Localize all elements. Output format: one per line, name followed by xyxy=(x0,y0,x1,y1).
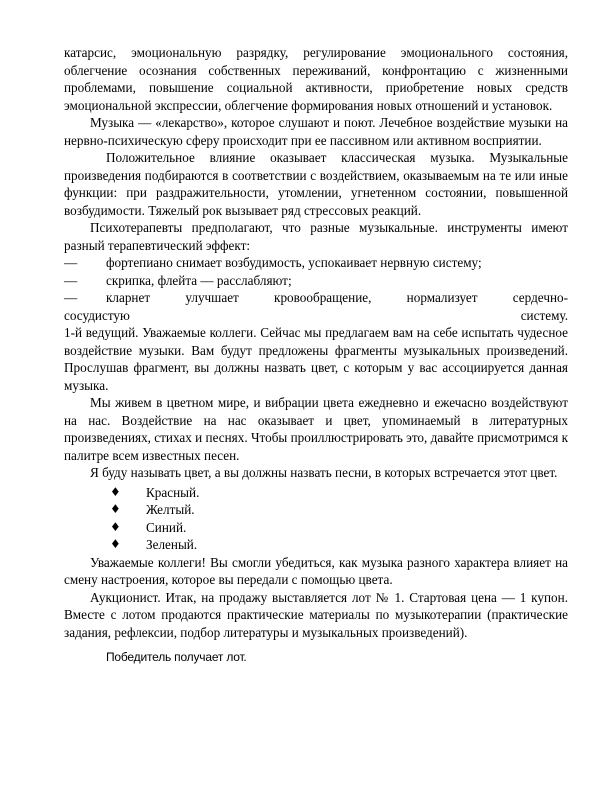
color-label: Красный. xyxy=(146,484,200,500)
instrument-text: кларнет улучшает кровообращение, нормализует сердечно- xyxy=(106,290,568,305)
paragraph-psychotherapists: Психотерапевты предполагают, что разные музыкальные. инструменты имеют разный терапевтический эффект: xyxy=(64,220,568,253)
dash-marker: — xyxy=(64,290,78,305)
instrument-item-clarinet-continued xyxy=(64,307,568,325)
paragraph-classical-music: Положительное влияние оказывает классическая музыка. Музыкальные произведения подбираются в соответствии с воздействием, оказываемым на те или иные функции: при раздражительности, утомлении, угнетенном состоянии, повышенной возбудимости. Тяжелый рок вызывает ряд стрессовых реакций. xyxy=(64,150,568,218)
paragraph-conclusion: Уважаемые коллеги! Вы смогли убедиться, как музыка разного характера влияет на смену настроения, которое вы передали с помощью цвета. xyxy=(64,554,568,587)
dash-marker: — xyxy=(64,272,78,288)
diamond-bullet-icon: ♦ xyxy=(110,537,121,551)
list-item xyxy=(64,536,568,554)
list-item xyxy=(64,501,568,519)
document-page xyxy=(64,44,568,667)
instrument-text-end: систему. xyxy=(520,307,568,323)
instrument-item-clarinet xyxy=(64,289,568,307)
paragraph-name-color: Я буду называть цвет, а вы должны назвать песни, в которых встречается этот цвет. xyxy=(90,465,558,480)
diamond-bullet-icon: ♦ xyxy=(110,502,121,516)
instrument-text-continued: сосудистую xyxy=(64,307,130,323)
winner-note: Победитель получает лот. xyxy=(106,650,247,664)
list-item xyxy=(64,484,568,502)
instrument-text: скрипка, флейта — расслабляют; xyxy=(106,272,292,288)
color-label: Зеленый. xyxy=(146,537,198,552)
paragraph-music-medicine: Музыка — «лекарство», которое слушают и поют. Лечебное воздействие музыки на нервно-психическую сферу происходит при ее пассивном или активном восприятии. xyxy=(64,115,568,148)
list-item xyxy=(64,519,568,537)
diamond-bullet-icon: ♦ xyxy=(110,484,121,499)
instrument-text: фортепиано снимает возбудимость, успокаивает нервную систему; xyxy=(106,255,482,270)
instrument-item-piano xyxy=(64,254,568,272)
diamond-bullet-icon: ♦ xyxy=(110,519,121,534)
dash-marker: — xyxy=(64,255,78,270)
paragraph-catharsis: катарсис, эмоциональную разрядку, регулирование эмоционального состояния, облегчение осознания собственных переживаний, конфронтацию с жизненными проблемами, повышение социальной активности, приобретение новых средств эмоциональной экспрессии, облегчение формирования новых отношений и установок. xyxy=(64,45,568,113)
paragraph-first-host: 1-й ведущий. Уважаемые коллеги. Сейчас мы предлагаем вам на себе испытать чудесное воздействие музыки. Вам будут предложены фрагменты музыкальных произведений. Прослушав фрагмент, вы должны назвать цвет, с которым у вас ассоциируется данная музыка. xyxy=(64,325,568,393)
instrument-item-violin xyxy=(64,272,568,290)
color-label: Желтый. xyxy=(146,502,195,517)
color-label: Синий. xyxy=(146,519,187,535)
paragraph-auction: Аукционист. Итак, на продажу выставляется лот № 1. Стартовая цена — 1 купон. Вместе с лотом продаются практические материалы по музыкотерапии (практические задания, рефлексии, подбор литературы и музыкальных произведений). xyxy=(64,589,568,640)
paragraph-color-world: Мы живем в цветном мире, и вибрации цвета ежедневно и ежечасно воздействуют на нас. Воздействие на нас оказывает и цвет, упоминаемый в литературных произведениях, стихах и песнях. Чтобы проиллюстрировать это, давайте присмотримся к палитре всем известных песен. xyxy=(64,395,568,463)
color-list xyxy=(64,484,568,554)
